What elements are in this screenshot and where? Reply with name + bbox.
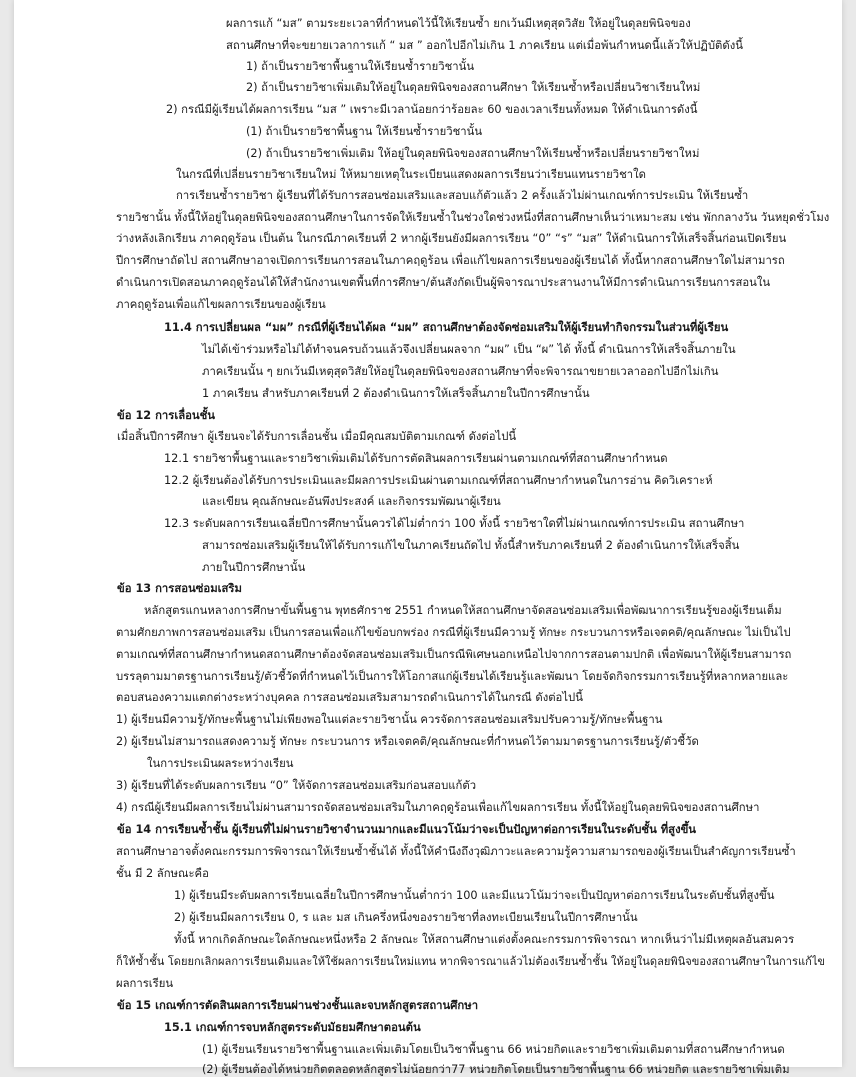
text-line: หลักสูตรแกนหลางการศึกษาขั้นพื้นฐาน พุทธศักราช 2551 กำหนดให้สถานศึกษาจัดสอนซ่อมเสริมเพื่อพัฒนาการเรียนรู้ของผู้เรียนเต็ม: [144, 604, 782, 617]
text-line: สถานศึกษาอาจตั้งคณะกรรมการพิจารณาให้เรียนซ้ำชั้นได้ ทั้งนี้ให้คำนึงถึงวุฒิภาวะและความรู้ความสามารถของผู้เรียนเป็นสำคัญการเรียนซ้ำ: [116, 845, 796, 858]
text-line: ชั้น มี 2 ลักษณะคือ: [116, 867, 209, 880]
text-line: 2) กรณีมีผู้เรียนได้ผลการเรียน “มส ” เพราะมีเวลาน้อยกว่าร้อยละ 60 ของเวลาเรียนทั้งหมด ให้ดำเนินการดังนี้: [166, 103, 698, 116]
text-line: ตอบสนองความแตกต่างระหว่างบุคคล การสอนซ่อมเสริมสามารถดำเนินการได้ในกรณี ดังต่อไปนี้: [116, 691, 583, 704]
text-line: รายวิชานั้น ทั้งนี้ให้อยู่ในดุลยพินิจของสถานศึกษาในการจัดให้เรียนซ้ำในช่วงใดช่วงหนึ่งที่สถานศึกษาเห็นว่าเหมาะสม เช่น พักกลางวัน วันหยุดชั่วโมง: [116, 211, 830, 224]
text-line: เมื่อสิ้นปีการศึกษา ผู้เรียนจะได้รับการเลื่อนชั้น เมื่อมีคุณสมบัติตามเกณฑ์ ดังต่อไปนี้: [117, 430, 517, 443]
text-line: ตามเกณฑ์ที่สถานศึกษากำหนดสถานศึกษาต้องจัดสอนซ่อมเสริมเป็นกรณีพิเศษนอกเหนือไปจากการสอนตามปกติ เพื่อพัฒนาให้ผู้เรียนสามารถ: [116, 648, 792, 661]
text-line: ภาคฤดูร้อนเพื่อแก้ไขผลการเรียนของผู้เรียน: [116, 298, 326, 311]
text-line: 1) ถ้าเป็นรายวิชาพื้นฐานให้เรียนซ้ำรายวิชานั้น: [246, 60, 475, 73]
text-line: บรรลุตามมาตรฐานการเรียนรู้/ตัวชี้วัดที่กำหนดไว้เป็นการให้โอกาสแก่ผู้เรียนได้เรียนรู้และพัฒนา โดยจัดกิจกรรมการเรียนรู้ที่หลากหลายและ: [116, 670, 789, 683]
list-item: 1) ผู้เรียนมีความรู้/ทักษะพื้นฐานไม่เพียงพอในแต่ละรายวิชานั้น ควรจัดการสอนซ่อมเสริมปรับความรู้/ทักษะพื้นฐาน: [116, 713, 663, 726]
section-11-4: 11.4 การเปลี่ยนผล “มผ” กรณีที่ผู้เรียนได้ผล “มผ” สถานศึกษาต้องจัดซ่อมเสริมให้ผู้เรียนทำกิจกรรมในส่วนที่ผู้เรียน: [164, 321, 729, 334]
text-line: ภายในปีการศึกษานั้น: [202, 561, 306, 574]
list-item: 2) ผู้เรียนมีผลการเรียน 0, ร และ มส เกินครึ่งหนึ่งของรายวิชาที่ลงทะเบียนเรียนในปีการศึกษานั้น: [174, 911, 638, 924]
heading-article-12: ข้อ 12 การเลื่อนชั้น: [117, 409, 216, 422]
text-line: ในการประเมินผลระหว่างเรียน: [147, 757, 294, 770]
list-item: 2) ผู้เรียนไม่สามารถแสดงความรู้ ทักษะ กระบวนการ หรือเจตคติ/คุณลักษณะที่กำหนดไว้ตามมาตรฐานการเรียนรู้/ตัวชี้วัด: [116, 735, 699, 748]
section-15-1: 15.1 เกณฑ์การจบหลักสูตรระดับมัธยมศึกษาตอนต้น: [164, 1021, 421, 1034]
heading-article-15: ข้อ 15 เกณฑ์การตัดสินผลการเรียนผ่านช่วงชั้นและจบหลักสูตรสถานศึกษา: [117, 999, 479, 1012]
heading-article-14: ข้อ 14 การเรียนซ้ำชั้น ผู้เรียนที่ไม่ผ่านรายวิชาจำนวนมากและมีแนวโน้มว่าจะเป็นปัญหาต่อการเรียนในระดับชั้น ที่สูงขึ้น: [117, 823, 697, 836]
list-item: (2) ผู้เรียนต้องได้หน่วยกิตตลอดหลักสูตรไม่น้อยกว่า77 หน่วยกิตโดยเป็นรายวิชาพื้นฐาน 66 หน่วยกิต และรายวิชาเพิ่มเติม: [202, 1063, 790, 1076]
text-line: ผลการแก้ “มส” ตามระยะเวลาที่กำหนดไว้นี้ให้เรียนซ้ำ ยกเว้นมีเหตุสุดวิสัย ให้อยู่ในดุลยพินิจของ: [226, 17, 691, 30]
text-line: ดำเนินการเปิดสอนภาคฤดูร้อนได้ให้สำนักงานเขตพื้นที่การศึกษา/ต้นสังกัดเป็นผู้พิจารณาประสานงานให้มีการดำเนินการเรียนการสอนใน: [116, 276, 771, 289]
text-line: ว่างหลังเลิกเรียน ภาคฤดูร้อน เป็นต้น ในกรณีภาคเรียนที่ 2 หากผู้เรียนยังมีผลการเรียน “0” “ร” “มส” ให้ดำเนินการให้เสร็จสิ้นก่อนเปิดเรียน: [116, 232, 787, 245]
text-line: สามารถซ่อมเสริมผู้เรียนให้ได้รับการแก้ไขในภาคเรียนถัดไป ทั้งนี้สำหรับภาคเรียนที่ 2 ต้องดำเนินการให้เสร็จสิ้น: [202, 539, 740, 552]
text-line: (1) ถ้าเป็นรายวิชาพื้นฐาน ให้เรียนซ้ำรายวิชานั้น: [246, 125, 483, 138]
text-line: ไม่ได้เข้าร่วมหรือไม่ได้ทำจนครบถ้วนแล้วจึงเปลี่ยนผลจาก “มผ” เป็น “ผ” ได้ ทั้งนี้ ดำเนินการให้เสร็จสิ้นภายใน: [202, 343, 736, 356]
list-item: 12.1 รายวิชาพื้นฐานและรายวิชาเพิ่มเติมได้รับการตัดสินผลการเรียนผ่านตามเกณฑ์ที่สถานศึกษากำหนด: [164, 452, 668, 465]
text-line: ทั้งนี้ หากเกิดลักษณะใดลักษณะหนึ่งหรือ 2 ลักษณะ ให้สถานศึกษาแต่งตั้งคณะกรรมการพิจารณา หากเห็นว่าไม่มีเหตุผลอันสมควร: [174, 933, 795, 946]
heading-article-13: ข้อ 13 การสอนซ่อมเสริม: [117, 582, 242, 595]
text-line: ก็ให้ซ้ำชั้น โดยยกเลิกผลการเรียนเดิมและให้ใช้ผลการเรียนใหม่แทน หากพิจารณาแล้วไม่ต้องเรียนซ้ำชั้น ให้อยู่ในดุลยพินิจของสถานศึกษาในการแก้ไข: [116, 955, 825, 968]
text-line: ผลการเรียน: [116, 977, 174, 990]
text-line: 1 ภาคเรียน สำหรับภาคเรียนที่ 2 ต้องดำเนินการให้เสร็จสิ้นภายในปีการศึกษานั้น: [202, 387, 590, 400]
text-line: 2) ถ้าเป็นรายวิชาเพิ่มเติมให้อยู่ในดุลยพินิจของสถานศึกษา ให้เรียนซ้ำหรือเปลี่ยนวิชาเรียนใหม่: [246, 81, 701, 94]
text-line: ภาคเรียนนั้น ๆ ยกเว้นมีเหตุสุดวิสัยให้อยู่ในดุลยพินิจของสถานศึกษาที่จะพิจารณาขยายเวลาออกไปอีกไม่เกิน: [202, 365, 719, 378]
text-line: ตามศักยภาพการสอนซ่อมเสริม เป็นการสอนเพื่อแก้ไขข้อบกพร่อง กรณีที่ผู้เรียนมีความรู้ ทักษะ กระบวนการหรือเจตคติ/คุณลักษณะ ไม่เป็นไป: [116, 626, 791, 639]
text-line: (2) ถ้าเป็นรายวิชาเพิ่มเติม ให้อยู่ในดุลยพินิจของสถานศึกษาให้เรียนซ้ำหรือเปลี่ยนรายวิชาใหม่: [246, 147, 700, 160]
text-line: การเรียนซ้ำรายวิชา ผู้เรียนที่ได้รับการสอนซ่อมเสริมและสอบแก้ตัวแล้ว 2 ครั้งแล้วไม่ผ่านเกณฑ์การประเมิน ให้เรียนซ้ำ: [176, 189, 749, 202]
list-item: 12.2 ผู้เรียนต้องได้รับการประเมินและมีผลการประเมินผ่านตามเกณฑ์ที่สถานศึกษากำหนดในการอ่าน คิดวิเคราะห์: [164, 474, 713, 487]
list-item: 4) กรณีผู้เรียนมีผลการเรียนไม่ผ่านสามารถจัดสอนซ่อมเสริมในภาคฤดูร้อนเพื่อแก้ไขผลการเรียน ทั้งนี้ให้อยู่ในดุลยพินิจของสถานศึกษา: [116, 801, 760, 814]
text-line: และเขียน คุณลักษณะอันพึงประสงค์ และกิจกรรมพัฒนาผู้เรียน: [202, 495, 501, 508]
text-line: ในกรณีที่เปลี่ยนรายวิชาเรียนใหม่ ให้หมายเหตุในระเบียนแสดงผลการเรียนว่าเรียนแทนรายวิชาใด: [176, 168, 646, 181]
list-item: (1) ผู้เรียนเรียนรายวิชาพื้นฐานและเพิ่มเติมโดยเป็นวิชาพื้นฐาน 66 หน่วยกิตและรายวิชาเพิ่มเติมตามที่สถานศึกษากำหนด: [202, 1043, 785, 1056]
text-line: ปีการศึกษาถัดไป สถานศึกษาอาจเปิดการเรียนการสอนในภาคฤดูร้อน เพื่อแก้ไขผลการเรียนของผู้เรียนได้ ทั้งนี้หากสถานศึกษาใดไม่สามารถ: [116, 254, 785, 267]
document-page: [14, 0, 842, 1076]
list-item: 12.3 ระดับผลการเรียนเฉลี่ยปีการศึกษานั้นควรได้ไม่ต่ำกว่า 100 ทั้งนี้ รายวิชาใดที่ไม่ผ่านเกณฑ์การประเมิน สถานศึกษา: [164, 517, 745, 530]
text-line: สถานศึกษาที่จะขยายเวลาการแก้ “ มส ” ออกไปอีกไม่เกิน 1 ภาคเรียน แต่เมื่อพ้นกำหนดนี้แล้วให้ปฏิบัติดังนี้: [226, 39, 743, 52]
list-item: 3) ผู้เรียนที่ได้ระดับผลการเรียน “0” ให้จัดการสอนซ่อมเสริมก่อนสอบแก้ตัว: [116, 779, 477, 792]
list-item: 1) ผู้เรียนมีระดับผลการเรียนเฉลี่ยในปีการศึกษานั้นต่ำกว่า 100 และมีแนวโน้มว่าจะเป็นปัญหาต่อการเรียนในระดับชั้นที่สูงขึ้น: [174, 889, 775, 902]
